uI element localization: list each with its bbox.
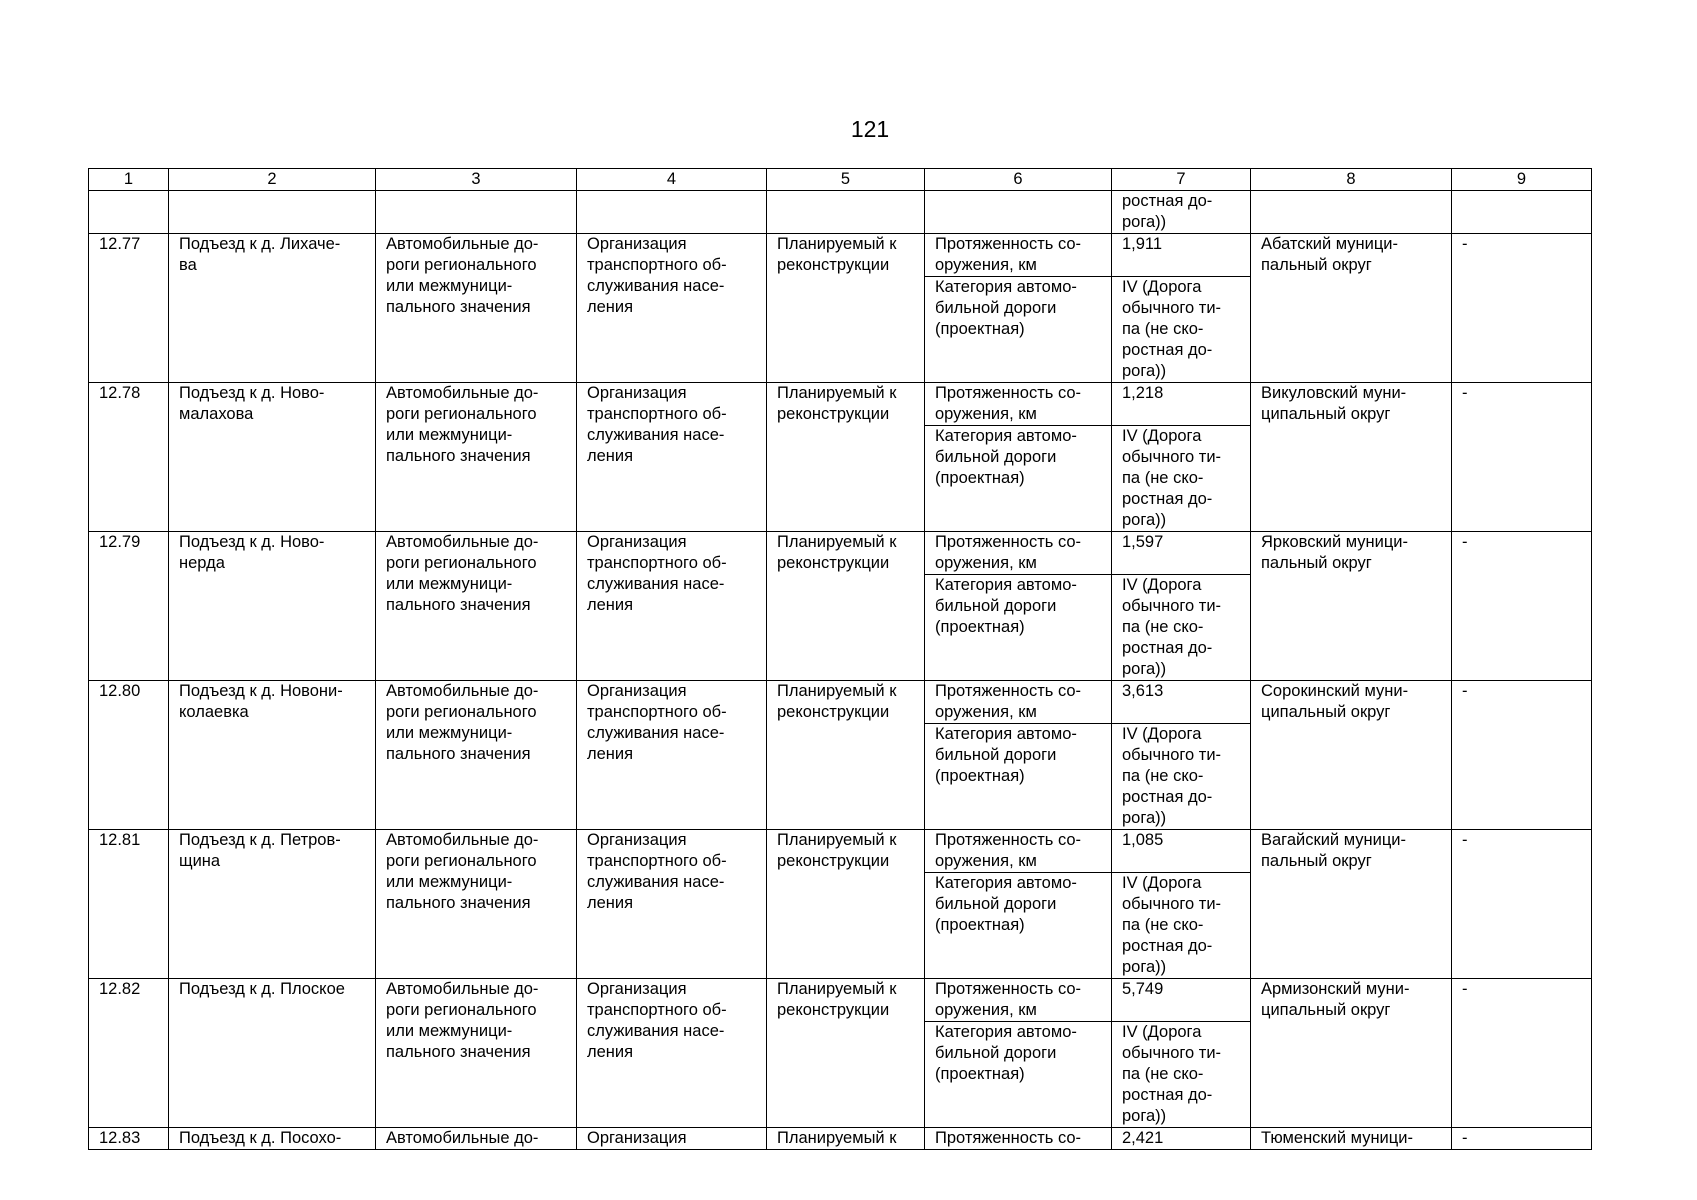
object-type: Автомобильные до- роги регионального или межмуници- пального значения bbox=[376, 979, 577, 1128]
parameter-name: Категория автомо- бильной дороги (проектная) bbox=[925, 724, 1112, 830]
object-purpose: Организация транспортного об- служивания насе- ления bbox=[577, 383, 767, 532]
row-number: 12.81 bbox=[89, 830, 169, 979]
parameter-name: Категория автомо- бильной дороги (проектная) bbox=[925, 1022, 1112, 1128]
parameter-name: Протяженность со- bbox=[925, 1128, 1112, 1150]
note: - bbox=[1452, 234, 1592, 383]
column-number: 5 bbox=[767, 169, 925, 191]
object-type: Автомобильные до- роги регионального или межмуници- пального значения bbox=[376, 681, 577, 830]
object-name: Подъезд к д. Петров- щина bbox=[169, 830, 376, 979]
continuation-row bbox=[89, 191, 1592, 234]
object-status: Планируемый к реконструкции bbox=[767, 532, 925, 681]
object-name: Подъезд к д. Лихаче- ва bbox=[169, 234, 376, 383]
object-purpose: Организация транспортного об- служивания насе- ления bbox=[577, 234, 767, 383]
empty-cell bbox=[1452, 191, 1592, 234]
location: Тюменский муници- bbox=[1251, 1128, 1452, 1150]
empty-cell bbox=[1251, 191, 1452, 234]
parameter-value: IV (Дорога обычного ти- па (не ско- ростная до- рога)) bbox=[1112, 426, 1251, 532]
object-status: Планируемый к реконструкции bbox=[767, 383, 925, 532]
column-number: 1 bbox=[89, 169, 169, 191]
table-row bbox=[89, 383, 1592, 426]
parameter-name: Протяженность со- оружения, км bbox=[925, 532, 1112, 575]
page-number: 121 bbox=[850, 116, 890, 142]
parameter-value: IV (Дорога обычного ти- па (не ско- ростная до- рога)) bbox=[1112, 1022, 1251, 1128]
parameter-value: IV (Дорога обычного ти- па (не ско- ростная до- рога)) bbox=[1112, 575, 1251, 681]
object-name: Подъезд к д. Ново- нерда bbox=[169, 532, 376, 681]
object-name: Подъезд к д. Новони- колаевка bbox=[169, 681, 376, 830]
parameter-value: 5,749 bbox=[1112, 979, 1251, 1022]
parameter-value: 1,911 bbox=[1112, 234, 1251, 277]
row-number: 12.80 bbox=[89, 681, 169, 830]
parameter-name: Категория автомо- бильной дороги (проектная) bbox=[925, 426, 1112, 532]
parameter-value: 1,597 bbox=[1112, 532, 1251, 575]
object-status: Планируемый к реконструкции bbox=[767, 830, 925, 979]
objects-table bbox=[88, 168, 1592, 1150]
table-row bbox=[89, 979, 1592, 1022]
parameter-value: 2,421 bbox=[1112, 1128, 1251, 1150]
parameter-value: IV (Дорога обычного ти- па (не ско- ростная до- рога)) bbox=[1112, 873, 1251, 979]
object-purpose: Организация транспортного об- служивания насе- ления bbox=[577, 830, 767, 979]
row-number: 12.78 bbox=[89, 383, 169, 532]
column-number: 8 bbox=[1251, 169, 1452, 191]
row-number: 12.82 bbox=[89, 979, 169, 1128]
row-number: 12.79 bbox=[89, 532, 169, 681]
object-purpose: Организация транспортного об- служивания насе- ления bbox=[577, 979, 767, 1128]
row-number: 12.83 bbox=[89, 1128, 169, 1150]
empty-cell bbox=[767, 191, 925, 234]
parameter-value: 1,218 bbox=[1112, 383, 1251, 426]
location: Армизонский муни- ципальный округ bbox=[1251, 979, 1452, 1128]
object-type: Автомобильные до- роги регионального или межмуници- пального значения bbox=[376, 383, 577, 532]
row-number: 12.77 bbox=[89, 234, 169, 383]
location: Абатский муници- пальный округ bbox=[1251, 234, 1452, 383]
note: - bbox=[1452, 532, 1592, 681]
note: - bbox=[1452, 1128, 1592, 1150]
object-purpose: Организация bbox=[577, 1128, 767, 1150]
note: - bbox=[1452, 979, 1592, 1128]
parameter-value: IV (Дорога обычного ти- па (не ско- ростная до- рога)) bbox=[1112, 277, 1251, 383]
object-name: Подъезд к д. Ново- малахова bbox=[169, 383, 376, 532]
continuation-value: ростная до- рога)) bbox=[1112, 191, 1251, 234]
location: Сорокинский муни- ципальный округ bbox=[1251, 681, 1452, 830]
empty-cell bbox=[376, 191, 577, 234]
parameter-name: Категория автомо- бильной дороги (проектная) bbox=[925, 575, 1112, 681]
column-number: 4 bbox=[577, 169, 767, 191]
empty-cell bbox=[169, 191, 376, 234]
parameter-value: 1,085 bbox=[1112, 830, 1251, 873]
column-number: 3 bbox=[376, 169, 577, 191]
empty-cell bbox=[89, 191, 169, 234]
parameter-value: IV (Дорога обычного ти- па (не ско- ростная до- рога)) bbox=[1112, 724, 1251, 830]
table-row bbox=[89, 681, 1592, 724]
object-status: Планируемый к bbox=[767, 1128, 925, 1150]
column-number-row bbox=[89, 169, 1592, 191]
object-type: Автомобильные до- роги регионального или межмуници- пального значения bbox=[376, 830, 577, 979]
object-status: Планируемый к реконструкции bbox=[767, 234, 925, 383]
parameter-name: Протяженность со- оружения, км bbox=[925, 383, 1112, 426]
parameter-name: Категория автомо- бильной дороги (проектная) bbox=[925, 277, 1112, 383]
parameter-name: Категория автомо- бильной дороги (проектная) bbox=[925, 873, 1112, 979]
table-row bbox=[89, 234, 1592, 277]
empty-cell bbox=[925, 191, 1112, 234]
object-purpose: Организация транспортного об- служивания насе- ления bbox=[577, 532, 767, 681]
object-name: Подъезд к д. Посохо- bbox=[169, 1128, 376, 1150]
object-type: Автомобильные до- bbox=[376, 1128, 577, 1150]
column-number: 7 bbox=[1112, 169, 1251, 191]
location: Ярковский муници- пальный округ bbox=[1251, 532, 1452, 681]
note: - bbox=[1452, 681, 1592, 830]
parameter-name: Протяженность со- оружения, км bbox=[925, 979, 1112, 1022]
parameter-name: Протяженность со- оружения, км bbox=[925, 681, 1112, 724]
note: - bbox=[1452, 830, 1592, 979]
location: Викуловский муни- ципальный округ bbox=[1251, 383, 1452, 532]
column-number: 6 bbox=[925, 169, 1112, 191]
location: Вагайский муници- пальный округ bbox=[1251, 830, 1452, 979]
object-status: Планируемый к реконструкции bbox=[767, 681, 925, 830]
parameter-name: Протяженность со- оружения, км bbox=[925, 830, 1112, 873]
table-row bbox=[89, 532, 1592, 575]
object-purpose: Организация транспортного об- служивания насе- ления bbox=[577, 681, 767, 830]
object-name: Подъезд к д. Плоское bbox=[169, 979, 376, 1128]
object-type: Автомобильные до- роги регионального или межмуници- пального значения bbox=[376, 532, 577, 681]
parameter-value: 3,613 bbox=[1112, 681, 1251, 724]
empty-cell bbox=[577, 191, 767, 234]
parameter-name: Протяженность со- оружения, км bbox=[925, 234, 1112, 277]
object-type: Автомобильные до- роги регионального или межмуници- пального значения bbox=[376, 234, 577, 383]
table-row bbox=[89, 830, 1592, 873]
object-status: Планируемый к реконструкции bbox=[767, 979, 925, 1128]
column-number: 2 bbox=[169, 169, 376, 191]
note: - bbox=[1452, 383, 1592, 532]
column-number: 9 bbox=[1452, 169, 1592, 191]
table-row bbox=[89, 1128, 1592, 1150]
